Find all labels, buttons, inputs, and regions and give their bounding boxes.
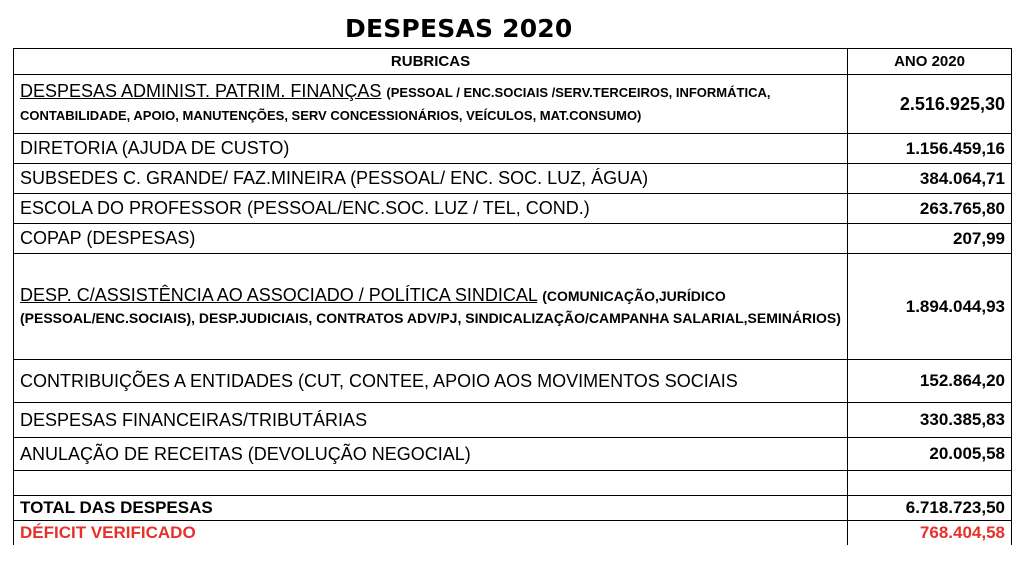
value-cell: 384.064,71 — [848, 164, 1012, 194]
rubrica-cell — [14, 75, 848, 134]
table-row — [14, 224, 1012, 254]
table-row — [14, 438, 1012, 471]
header-rubricas: RUBRICAS — [14, 49, 848, 75]
total-label: TOTAL DAS DESPESAS — [14, 496, 848, 521]
table-row — [14, 75, 1012, 134]
rubrica-label: DIRETORIA (AJUDA DE CUSTO) — [14, 134, 848, 164]
rubrica-label: DESPESAS ADMINIST. PATRIM. FINANÇAS — [20, 81, 382, 101]
rubrica-detail: (COMUNICAÇÃO,JURÍDICO (PESSOAL/ENC.SOCIAIS), DESP.JUDICIAIS, CONTRATOS ADV/PJ, SINDICALIZAÇÃO/CAMPANHA SALARIAL,SEMINÁRIOS) — [20, 287, 841, 326]
value-cell: 1.156.459,16 — [848, 134, 1012, 164]
rubrica-label: ESCOLA DO PROFESSOR (PESSOAL/ENC.SOC. LUZ / TEL, COND.) — [14, 194, 848, 224]
page-title: DESPESAS 2020 — [345, 14, 573, 43]
value-cell: 1.894.044,93 — [848, 254, 1012, 360]
rubrica-label: ANULAÇÃO DE RECEITAS (DEVOLUÇÃO NEGOCIAL) — [14, 438, 848, 471]
value-cell: 330.385,83 — [848, 403, 1012, 438]
table-row — [14, 403, 1012, 438]
rubrica-label: DESPESAS FINANCEIRAS/TRIBUTÁRIAS — [14, 403, 848, 438]
rubrica-cell — [14, 254, 848, 360]
empty-row — [14, 471, 1012, 496]
value-cell: 2.516.925,30 — [848, 75, 1012, 134]
table-row — [14, 164, 1012, 194]
table-row — [14, 360, 1012, 403]
rubrica-detail: (PESSOAL / ENC.SOCIAIS /SERV.TERCEIROS, INFORMÁTICA, CONTABILIDADE, APOIO, MANUTENÇÕES, SERV CONCESSIONÁRIOS, VEÍCULOS, MAT.CONSUMO) — [20, 85, 771, 123]
total-row — [14, 496, 1012, 521]
rubrica-label: SUBSEDES C. GRANDE/ FAZ.MINEIRA (PESSOAL/ ENC. SOC. LUZ, ÁGUA) — [14, 164, 848, 194]
rubrica-label: COPAP (DESPESAS) — [14, 224, 848, 254]
deficit-row — [14, 521, 1012, 546]
table-header-row — [14, 49, 1012, 75]
header-ano: ANO 2020 — [848, 49, 1012, 75]
deficit-label: DÉFICIT VERIFICADO — [14, 521, 848, 546]
deficit-value: 768.404,58 — [848, 521, 1012, 546]
value-cell: 207,99 — [848, 224, 1012, 254]
rubrica-label: DESP. C/ASSISTÊNCIA AO ASSOCIADO / POLÍTICA SINDICAL — [20, 284, 538, 305]
total-value: 6.718.723,50 — [848, 496, 1012, 521]
expenses-table — [13, 48, 1012, 545]
value-cell: 20.005,58 — [848, 438, 1012, 471]
value-cell: 263.765,80 — [848, 194, 1012, 224]
table-row — [14, 254, 1012, 360]
empty-cell — [14, 471, 848, 496]
table-row — [14, 194, 1012, 224]
value-cell: 152.864,20 — [848, 360, 1012, 403]
empty-cell — [848, 471, 1012, 496]
rubrica-label: CONTRIBUIÇÕES A ENTIDADES (CUT, CONTEE, APOIO AOS MOVIMENTOS SOCIAIS — [14, 360, 848, 403]
table-row — [14, 134, 1012, 164]
